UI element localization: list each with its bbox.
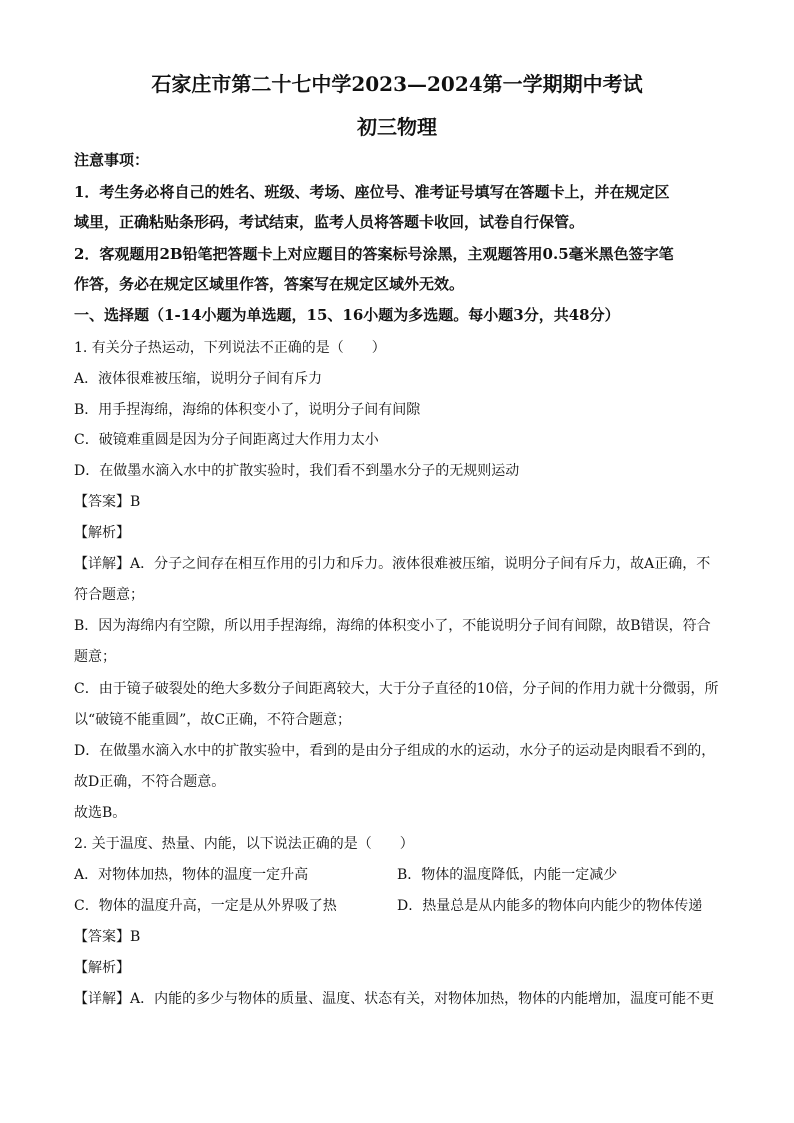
question-1-option-a: A．液体很难被压缩，说明分子间有斥力 [74,371,323,387]
question-1-detail-line-3: B．因为海绵内有空隙，所以用手捏海绵，海绵的体积变小了，不能说明分子间有间隙，故B错误，符合 [74,618,711,634]
question-2-analysis-label: 【解析】 [74,960,130,976]
question-1-detail-line-1: 【详解】A．分子之间存在相互作用的引力和斥力。液体很难被压缩，说明分子间有斥力，故A正确，不 [74,556,711,572]
notice-item-2-line-1: 2．客观题用2B铅笔把答题卡上对应题目的答案标号涂黑，主观题答用0.5毫米黑色签字笔 [74,245,674,263]
question-1-answer: 【答案】B [74,494,141,510]
question-1-option-c: C．破镜难重圆是因为分子间距离过大作用力太小 [74,432,379,448]
section-1-heading: 一、选择题（1-14小题为单选题，15、16小题为多选题。每小题3分，共48分） [74,306,620,324]
notice-heading: 注意事项： [74,151,150,169]
question-1-detail-line-5: C．由于镜子破裂处的绝大多数分子间距离较大，大于分子直径的10倍，分子间的作用力就十分微弱，所 [74,681,719,697]
question-1-detail-line-2: 符合题意； [74,587,144,603]
question-1-stem: 1. 有关分子热运动，下列说法不正确的是（ ） [74,340,386,356]
question-1-detail-line-4: 题意； [74,649,116,665]
question-1-conclusion: 故选B。 [74,805,127,821]
question-2-option-c: C．物体的温度升高，一定是从外界吸了热 [74,898,337,914]
exam-title: 石家庄市第二十七中学2023—2024第一学期期中考试 [151,72,643,96]
question-1-option-b: B．用手捏海绵，海绵的体积变小了，说明分子间有间隙 [74,402,421,418]
question-1-detail-line-8: 故D正确，不符合题意。 [74,774,226,790]
question-2-stem: 2. 关于温度、热量、内能，以下说法正确的是（ ） [74,836,414,852]
question-2-option-a: A．对物体加热，物体的温度一定升高 [74,867,309,883]
exam-subtitle: 初三物理 [357,115,437,139]
question-2-option-d: D．热量总是从内能多的物体向内能少的物体传递 [397,898,703,914]
question-1-analysis-label: 【解析】 [74,525,130,541]
notice-item-1-line-1: 1．考生务必将自己的姓名、班级、考场、座位号、准考证号填写在答题卡上，并在规定区 [74,183,670,201]
question-2-detail-line-1: 【详解】A．内能的多少与物体的质量、温度、状态有关，对物体加热，物体的内能增加，温度可能不更 [74,991,715,1007]
question-2-answer: 【答案】B [74,929,141,945]
notice-item-1-line-2: 域里，正确粘贴条形码，考试结束，监考人员将答题卡收回，试卷自行保管。 [74,213,585,231]
question-1-detail-line-7: D．在做墨水滴入水中的扩散实验中，看到的是由分子组成的水的运动，水分子的运动是肉眼看不到的， [74,743,716,759]
question-2-option-b: B．物体的温度降低，内能一定减少 [397,867,618,883]
question-1-option-d: D．在做墨水滴入水中的扩散实验时，我们看不到墨水分子的无规则运动 [74,463,520,479]
notice-item-2-line-2: 作答，务必在规定区域里作答，答案写在规定区域外无效。 [74,275,465,293]
question-1-detail-line-6: 以“破镜不能重圆”，故C正确，不符合题意； [74,712,352,728]
